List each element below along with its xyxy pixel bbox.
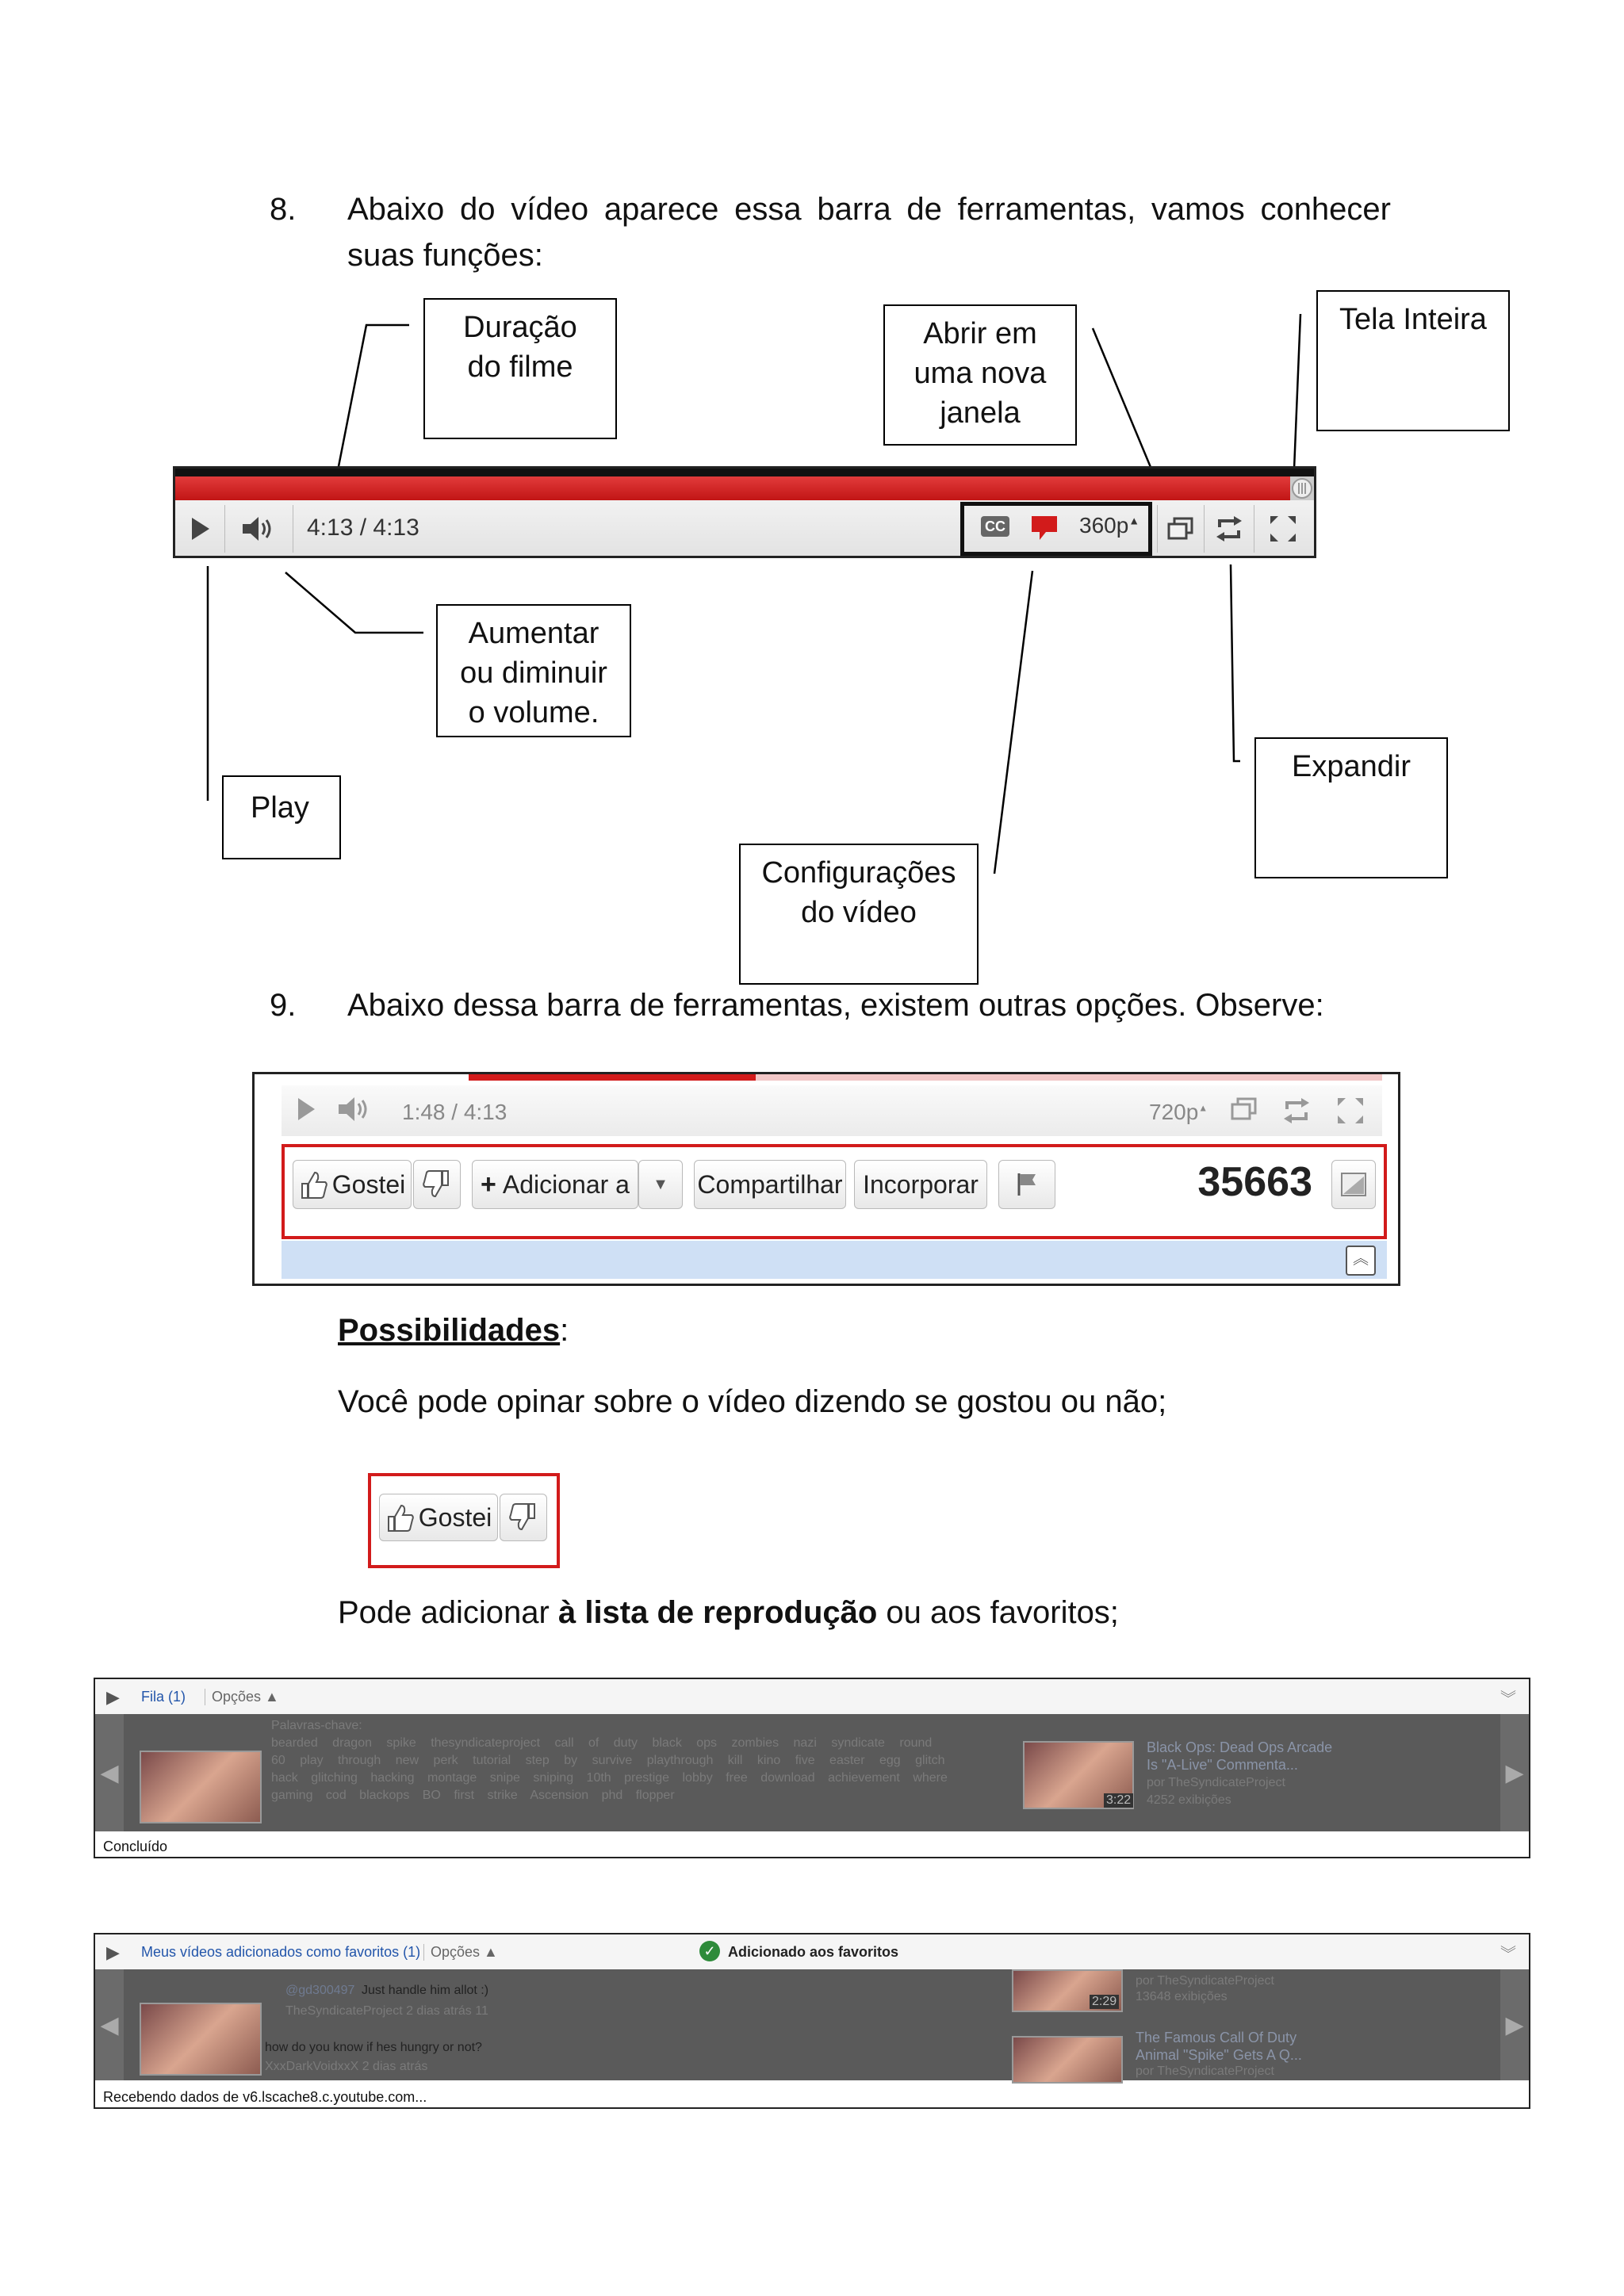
- expand-arrows-icon: [1215, 515, 1243, 543]
- status-bar: Concluído: [103, 1839, 168, 1854]
- expand-arrows-icon: [1282, 1096, 1311, 1125]
- controls-row: [175, 502, 1314, 556]
- related2-title-l1[interactable]: The Famous Call Of Duty: [1136, 2030, 1297, 2045]
- related-views: 4252 exibições: [1147, 1793, 1231, 1807]
- share-button[interactable]: [694, 1160, 846, 1209]
- keywords-line1: bearded dragon spike thesyndicateproject call of duty black ops zombies nazi syndicate round: [271, 1736, 933, 1750]
- callout-duracao-l1: Duração: [463, 311, 577, 344]
- possibilidades-heading-text: Possibilidades: [338, 1313, 561, 1348]
- quality-button-2[interactable]: [1149, 1100, 1208, 1125]
- video-toolbar-2: [252, 1072, 1400, 1286]
- thumbs-up-icon: [385, 1502, 414, 1533]
- dislike-example-button[interactable]: [500, 1494, 547, 1541]
- status-bar: Recebendo dados de v6.lscache8.c.youtube.com...: [103, 2089, 427, 2105]
- flag-button[interactable]: [998, 1160, 1055, 1209]
- callout-abrir-l1: Abrir em: [923, 317, 1037, 350]
- cc-button[interactable]: [981, 516, 1009, 537]
- favorites-panel-header: [95, 1934, 1529, 1970]
- callout-aumentar-l1: Aumentar: [468, 617, 599, 650]
- dislike-button[interactable]: [413, 1160, 461, 1209]
- popout-window-icon: [1166, 516, 1195, 541]
- callout-abrir-l2: uma nova: [914, 357, 1047, 390]
- related1-duration: 2:29: [1090, 1995, 1119, 2009]
- flag-icon: [1015, 1172, 1039, 1197]
- scrubber-icon: [1290, 476, 1314, 500]
- favorites-panel: [94, 1933, 1530, 2109]
- controls-row-2: [282, 1085, 1382, 1136]
- annotations-button[interactable]: [1028, 513, 1060, 545]
- callout-duracao-l2: do filme: [467, 350, 573, 384]
- comment1-user[interactable]: @gd300497: [285, 1984, 355, 1997]
- related-by: por TheSyndicateProject: [1147, 1776, 1285, 1789]
- item-9-text: Abaixo dessa barra de ferramentas, existem outras opções. Observe:: [347, 988, 1324, 1023]
- speech-bubble-icon: [1028, 513, 1060, 541]
- item-8-line1: Abaixo do vídeo aparece essa barra de ferramentas, vamos conhecer: [347, 192, 1391, 227]
- add-text-pre: Pode adicionar: [338, 1595, 558, 1630]
- expand-button-2[interactable]: [1282, 1096, 1311, 1129]
- share-label: Compartilhar: [697, 1169, 843, 1199]
- toolbar-top-border: [175, 469, 1314, 476]
- scroll-left-button[interactable]: [95, 1969, 124, 2080]
- add-text-bold: à lista de reprodução: [557, 1595, 878, 1630]
- favorites-dark-area: [95, 1969, 1529, 2080]
- cc-label: CC: [985, 519, 1005, 534]
- callout-config-l1: Configurações: [761, 856, 956, 890]
- keywords-line2: 60 play through new perk tutorial step by survive playthrough kill kino five easter egg glitch: [271, 1754, 945, 1767]
- comment2-meta: XxxDarkVoidxxX 2 dias atrás: [265, 2060, 428, 2073]
- like-example-button[interactable]: [379, 1494, 498, 1541]
- add-to-button[interactable]: [472, 1160, 638, 1209]
- chevron-right-icon: ▶: [1505, 1759, 1524, 1786]
- add-text-post: ou aos favoritos;: [877, 1595, 1119, 1630]
- progress-handle[interactable]: [1290, 476, 1314, 500]
- popout-button[interactable]: [1157, 505, 1205, 553]
- fullscreen-icon: [1336, 1096, 1365, 1125]
- favorites-options[interactable]: Opções ▲: [423, 1944, 498, 1961]
- popout-button-2[interactable]: [1230, 1096, 1258, 1126]
- related1-views: 13648 exibições: [1136, 1990, 1228, 2003]
- item-9-number: 9.: [270, 988, 297, 1023]
- related2-by: por TheSyndicateProject: [1136, 2064, 1274, 2078]
- thumbs-down-icon: [423, 1169, 451, 1200]
- popout-window-icon: [1230, 1096, 1258, 1122]
- add-to-dropdown[interactable]: [638, 1160, 683, 1209]
- like-example-highlight: [368, 1473, 560, 1568]
- callout-aumentar-l3: o volume.: [468, 696, 599, 729]
- video-toolbar-1: [173, 466, 1316, 558]
- progress-bar[interactable]: [175, 476, 1290, 500]
- related-title-l1[interactable]: Black Ops: Dead Ops Arcade: [1147, 1739, 1333, 1755]
- chevron-right-icon: ▶: [1505, 2011, 1524, 2038]
- fullscreen-button[interactable]: [1255, 505, 1311, 553]
- callout-tela-inteira-label: Tela Inteira: [1339, 303, 1487, 336]
- related-title-l2[interactable]: Is "A-Live" Commenta...: [1147, 1757, 1298, 1773]
- callout-expandir-label: Expandir: [1292, 750, 1411, 783]
- opinion-text: Você pode opinar sobre o vídeo dizendo se gostou ou não;: [338, 1384, 1167, 1419]
- play-icon[interactable]: ▶: [106, 1942, 120, 1962]
- keywords-line3: hack glitching hacking montage snipe sniping 10th prestige lobby free download achievement where: [271, 1771, 948, 1785]
- queue-dark-area: [95, 1714, 1529, 1831]
- play-icon: [189, 516, 211, 541]
- like-label: Gostei: [331, 1169, 406, 1199]
- comment1-text: Just handle him allot :): [362, 1984, 489, 1997]
- keywords-label: Palavras-chave:: [271, 1719, 362, 1732]
- video-thumbnail[interactable]: [140, 2003, 262, 2076]
- quality-label: 360p: [1079, 513, 1129, 538]
- plus-icon: +: [481, 1169, 496, 1200]
- chevron-left-icon: ◀: [100, 1759, 119, 1786]
- expand-button[interactable]: [1205, 505, 1254, 553]
- chevron-left-icon: ◀: [100, 2011, 119, 2038]
- related2-thumbnail[interactable]: [1012, 2036, 1123, 2084]
- related2-title-l2[interactable]: Animal "Spike" Gets A Q...: [1136, 2047, 1302, 2063]
- related1-by: por TheSyndicateProject: [1136, 1974, 1274, 1988]
- related-duration: 3:22: [1104, 1793, 1133, 1808]
- add-to-label: Adicionar a: [502, 1169, 630, 1199]
- fullscreen-button-2[interactable]: [1336, 1096, 1365, 1129]
- info-panel-toggle-strip: [282, 1241, 1387, 1279]
- stats-button[interactable]: [1331, 1160, 1376, 1209]
- actions-highlight: [282, 1144, 1387, 1239]
- collapse-button[interactable]: [1346, 1246, 1376, 1276]
- volume-button[interactable]: [226, 505, 293, 553]
- progress-played[interactable]: [469, 1074, 756, 1081]
- check-circle-icon: ✓: [699, 1941, 720, 1961]
- scroll-left-button[interactable]: [95, 1714, 124, 1831]
- favorites-tab[interactable]: Meus vídeos adicionados como favoritos (1): [141, 1944, 421, 1960]
- like-button[interactable]: [293, 1160, 412, 1209]
- comment2-text: how do you know if hes hungry or not?: [265, 2041, 482, 2054]
- quality-label-2: 720p: [1149, 1100, 1199, 1124]
- stats-chart-icon: [1340, 1172, 1367, 1197]
- video-thumbnail[interactable]: [140, 1751, 262, 1823]
- queue-options[interactable]: Opções ▲: [205, 1689, 279, 1705]
- callout-abrir-l3: janela: [940, 396, 1021, 430]
- comment1-meta: TheSyndicateProject 2 dias atrás 11: [285, 2004, 488, 2018]
- play-icon[interactable]: ▶: [106, 1687, 120, 1707]
- callout-config-l2: do vídeo: [801, 896, 917, 929]
- progress-buffered: [756, 1074, 1382, 1081]
- item-8-line2: suas funções:: [347, 238, 543, 273]
- time-display: 4:13 / 4:13: [307, 515, 419, 541]
- play-icon: [296, 1096, 316, 1122]
- play-button-2[interactable]: [296, 1096, 316, 1126]
- added-message: Adicionado aos favoritos: [728, 1944, 899, 1960]
- caret-up-icon: ▲: [1128, 514, 1140, 527]
- double-chevron-down-icon[interactable]: ︾: [1500, 1690, 1516, 1708]
- fullscreen-icon: [1269, 515, 1297, 543]
- speaker-icon: [337, 1095, 373, 1123]
- embed-label: Incorporar: [863, 1169, 979, 1199]
- thumbs-up-icon: [299, 1169, 327, 1200]
- possibilidades-heading: [338, 1308, 569, 1353]
- scroll-right-button[interactable]: [1500, 1714, 1529, 1831]
- embed-button[interactable]: [854, 1160, 987, 1209]
- time-display-2: 1:48 / 4:13: [402, 1100, 508, 1124]
- possibilidades-colon: :: [560, 1313, 569, 1348]
- view-count: 35663: [1197, 1159, 1312, 1205]
- callout-aumentar-l2: ou diminuir: [460, 656, 607, 690]
- thumbs-down-icon: [509, 1502, 538, 1533]
- play-button[interactable]: [175, 505, 225, 553]
- speaker-icon: [241, 515, 278, 543]
- queue-panel-header: [95, 1679, 1529, 1715]
- queue-tab[interactable]: Fila (1): [141, 1689, 186, 1705]
- scroll-right-button[interactable]: [1500, 1969, 1529, 2080]
- quality-button[interactable]: [1079, 513, 1139, 538]
- queue-panel: [94, 1678, 1530, 1858]
- volume-button-2[interactable]: [337, 1095, 373, 1127]
- chevron-down-icon: ▼: [653, 1175, 668, 1193]
- double-chevron-down-icon[interactable]: ︾: [1500, 1946, 1516, 1963]
- like-example-label: Gostei: [418, 1502, 492, 1532]
- callout-play-label: Play: [251, 791, 309, 825]
- item-8-number: 8.: [270, 192, 297, 227]
- keywords-line4: gaming cod blackops BO first strike Ascension phd flopper: [271, 1789, 675, 1802]
- double-chevron-up-icon: ︽: [1353, 1250, 1369, 1268]
- caret-up-icon: ▲: [1198, 1102, 1208, 1114]
- add-text: [338, 1590, 1119, 1635]
